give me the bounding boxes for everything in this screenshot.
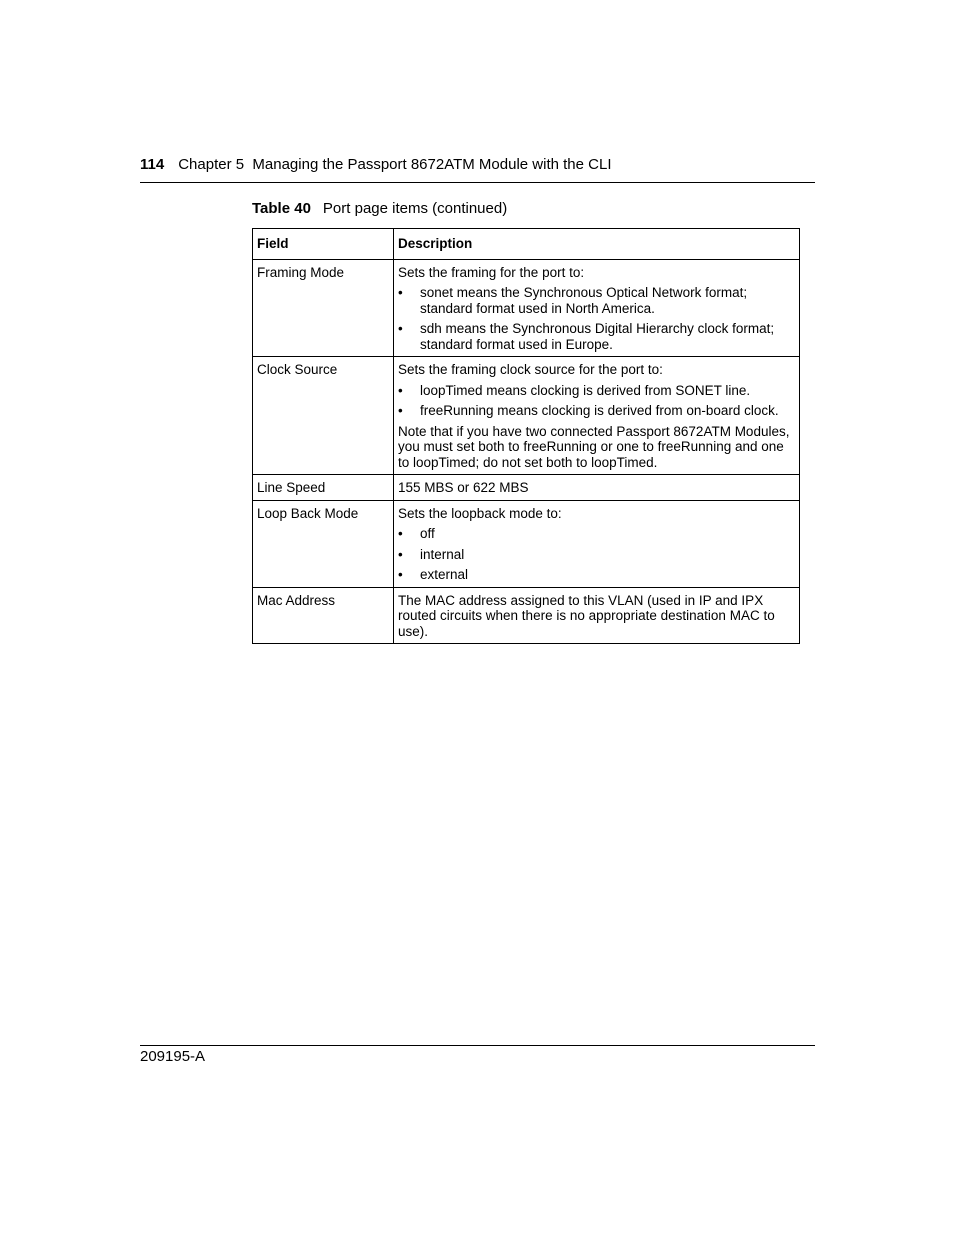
bullet-text: loopTimed means clocking is derived from SONET line. — [420, 382, 751, 398]
table-header-row — [253, 229, 800, 260]
bullet-item — [398, 321, 795, 352]
description-cell — [394, 357, 800, 475]
description-cell — [394, 500, 800, 587]
bullet-text: internal — [420, 546, 465, 562]
description-cell — [394, 475, 800, 501]
table-row — [253, 259, 800, 357]
bullet-text: freeRunning means clocking is derived from on-board clock. — [420, 403, 779, 418]
table-row — [253, 475, 800, 501]
bullet-item — [398, 567, 795, 583]
bullet-text: sdh means the Synchronous Digital Hierarchy clock format; standard format used in Europe. — [420, 321, 775, 352]
page-number: 114 — [140, 156, 165, 173]
bullet-icon: • — [398, 403, 403, 418]
bullet-icon: • — [398, 546, 403, 562]
bullet-icon: • — [398, 526, 403, 541]
document-number: 209195-A — [140, 1048, 206, 1065]
bullet-item — [398, 285, 795, 316]
description-text: The MAC address assigned to this VLAN (used in IP and IPX routed circuits when there is no appropriate destination MAC to use). — [398, 592, 775, 639]
bullet-list — [398, 383, 795, 419]
description-cell — [394, 587, 800, 644]
field-cell: Clock Source — [253, 357, 394, 475]
table-caption — [252, 200, 507, 218]
header-divider — [140, 182, 815, 183]
field-cell: Framing Mode — [253, 259, 394, 357]
table-row — [253, 500, 800, 587]
bullet-text: sonet means the Synchronous Optical Network format; standard format used in North America. — [420, 285, 748, 316]
bullet-item — [398, 526, 795, 542]
bullet-icon: • — [398, 567, 403, 582]
column-header-description: Description — [394, 229, 800, 260]
chapter-title: Chapter 5 Managing the Passport 8672ATM Module with the CLI — [178, 156, 612, 173]
port-page-items-table — [252, 228, 800, 644]
bullet-item — [398, 403, 795, 419]
bullet-icon: • — [398, 321, 403, 336]
footer-divider — [140, 1045, 815, 1046]
table-caption-title: Port page items (continued) — [322, 200, 508, 217]
column-header-field: Field — [253, 229, 394, 260]
bullet-icon: • — [398, 285, 403, 300]
description-text: Sets the framing for the port to: — [398, 264, 585, 280]
field-cell: Loop Back Mode — [253, 500, 394, 587]
bullet-list — [398, 526, 795, 583]
bullet-item — [398, 383, 795, 399]
bullet-text: external — [420, 567, 469, 582]
table-row — [253, 357, 800, 475]
table-row — [253, 587, 800, 644]
bullet-icon: • — [398, 382, 403, 398]
description-text: Sets the loopback mode to: — [398, 505, 562, 521]
bullet-text: off — [420, 526, 435, 541]
field-cell: Mac Address — [253, 587, 394, 644]
running-header — [140, 156, 815, 174]
field-cell: Line Speed — [253, 475, 394, 501]
description-cell — [394, 259, 800, 357]
description-text: Sets the framing clock source for the port to: — [398, 362, 663, 377]
description-note: Note that if you have two connected Passport 8672ATM Modules, you must set both to freeRunning or one to freeRunning and one to loopTimed; do not set both to loopTimed. — [398, 423, 790, 470]
bullet-item — [398, 547, 795, 563]
table-caption-label: Table 40 — [252, 200, 311, 217]
description-text: 155 MBS or 622 MBS — [398, 480, 529, 495]
bullet-list — [398, 285, 795, 352]
